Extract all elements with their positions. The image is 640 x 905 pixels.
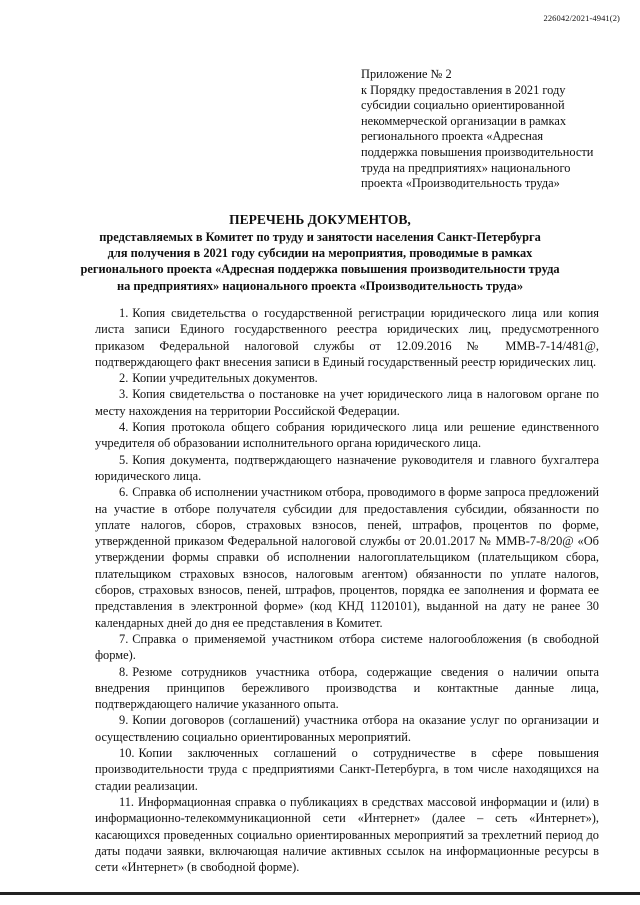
item-number: 10.: [119, 746, 135, 761]
list-item: [95, 484, 599, 631]
item-number: 2.: [119, 371, 129, 386]
subtitle-line: на предприятиях» национального проекта «Производительность труда»: [116, 278, 524, 293]
item-text: Справка об исполнении участником отбора, проводимого в форме запроса предложений на участие в отборе получателя субсидии для предоставления субсидии, обязанности по уплате налогов, сборов, страховых взносов, пеней, штрафов, процентов по форме, утвержденной приказом Федеральной налоговой службы от 20.01.2017 № ММВ-7-8/20@ «Об утверждении формы справки об исполнении налогоплательщиком (плательщиком сбора, плательщиком страховых взносов, налоговым агентом) обязанности по уплате налогов, сборов, страховых взносов, пеней, штрафов, процентов, порядка ее заполнения и формата ее представления в электронной форме» (код КНД 1120101), выданной на дату не ранее 30 календарных дней до дня ее представления в Комитет.: [95, 485, 599, 630]
list-item: [95, 631, 599, 664]
list-item: [95, 370, 599, 386]
list-item: [95, 452, 599, 485]
list-item: [95, 664, 599, 713]
document-subtitle: [60, 229, 580, 294]
annex-line: Приложение № 2: [361, 67, 452, 81]
item-number: 6.: [119, 485, 129, 500]
item-number: 11.: [119, 794, 135, 809]
item-number: 9.: [119, 713, 129, 728]
annex-block: [361, 67, 611, 192]
list-item: [95, 305, 599, 370]
annex-line: регионального проекта «Адресная: [361, 129, 544, 144]
annex-line: субсидии социально ориентированной: [361, 98, 565, 113]
item-text: Копия документа, подтверждающего назначение руководителя и главного бухгалтера юридического лица.: [95, 452, 599, 483]
item-text: Информационная справка о публикациях в средствах массовой информации и (или) в информационно-телекоммуникационной сети «Интернет» (далее – сеть «Интернет»), касающихся проведенных социально ориентированных мероприятий за трехлетний период до даты подачи заявки, включающая наличие активных ссылок на информационные ресурсы в сети «Интернет» (в свободной форме).: [95, 794, 599, 875]
item-number: 5.: [119, 452, 129, 467]
item-text: Справка о применяемой участником отбора системе налогообложения (в свободной форме).: [95, 631, 599, 663]
subtitle-line: представляемых в Комитет по труду и занятости населения Санкт-Петербурга: [99, 230, 541, 244]
annex-line: труда на предприятиях» национального: [361, 160, 571, 175]
item-text: Копии заключенных соглашений о сотрудничестве в сфере повышения производительности труда с предприятиями Санкт-Петербурга, в том числе находящихся на стадии реализации.: [95, 746, 599, 793]
subtitle-line: для получения в 2021 году субсидии на мероприятия, проводимые в рамках: [107, 246, 533, 261]
subtitle-line: регионального проекта «Адресная поддержка повышения производительности труда: [80, 262, 560, 277]
item-number: 1.: [119, 306, 129, 320]
annex-line: проекта «Производительность труда»: [361, 176, 560, 191]
item-text: Копии учредительных документов.: [132, 371, 318, 386]
list-item: [95, 745, 599, 794]
document-title: ПЕРЕЧЕНЬ ДОКУМЕНТОВ,: [229, 212, 411, 227]
item-text: Копия свидетельства о государственной регистрации юридического лица или копия листа записи Единого государственного реестра юридических лиц, предусмотренного приказом Федеральной налоговой службы от 12.09.2016 № ММВ-7-14/481@, подтверждающего факт внесения записи в Единый государственный реестр юридических лиц.: [95, 306, 599, 369]
item-text: Резюме сотрудников участника отбора, содержащие сведения о наличии опыта внедрения принципов бережливого производства и контактные данные лица, подтверждающего наличие указанного опыта.: [95, 664, 599, 712]
annex-line: некоммерческой организации в рамках: [361, 113, 567, 128]
list-item: [95, 794, 599, 875]
bottom-scan-border: [0, 892, 640, 895]
item-text: Копии договоров (соглашений) участника отбора на оказание услуг по организации и осуществлению социально ориентированных мероприятий.: [95, 713, 599, 744]
item-text: Копия протокола общего собрания юридического лица или решение единственного учредителя об образовании исполнительного органа юридического лица.: [95, 420, 599, 451]
annex-line: к Порядку предоставления в 2021 году: [361, 82, 566, 97]
list-item: [95, 419, 599, 452]
documents-list: [95, 305, 599, 875]
item-text: Копия свидетельства о постановке на учет юридического лица в налоговом органе по месту нахождения на территории Российской Федерации.: [95, 387, 599, 418]
item-number: 7.: [119, 631, 129, 646]
item-number: 4.: [119, 420, 129, 435]
item-number: 3.: [119, 387, 129, 402]
annex-line: поддержка повышения производительности: [361, 144, 594, 159]
item-number: 8.: [119, 664, 129, 679]
document-number: 226042/2021-4941(2): [543, 13, 620, 23]
document-heading: [60, 211, 580, 294]
list-item: [95, 712, 599, 745]
list-item: [95, 386, 599, 419]
